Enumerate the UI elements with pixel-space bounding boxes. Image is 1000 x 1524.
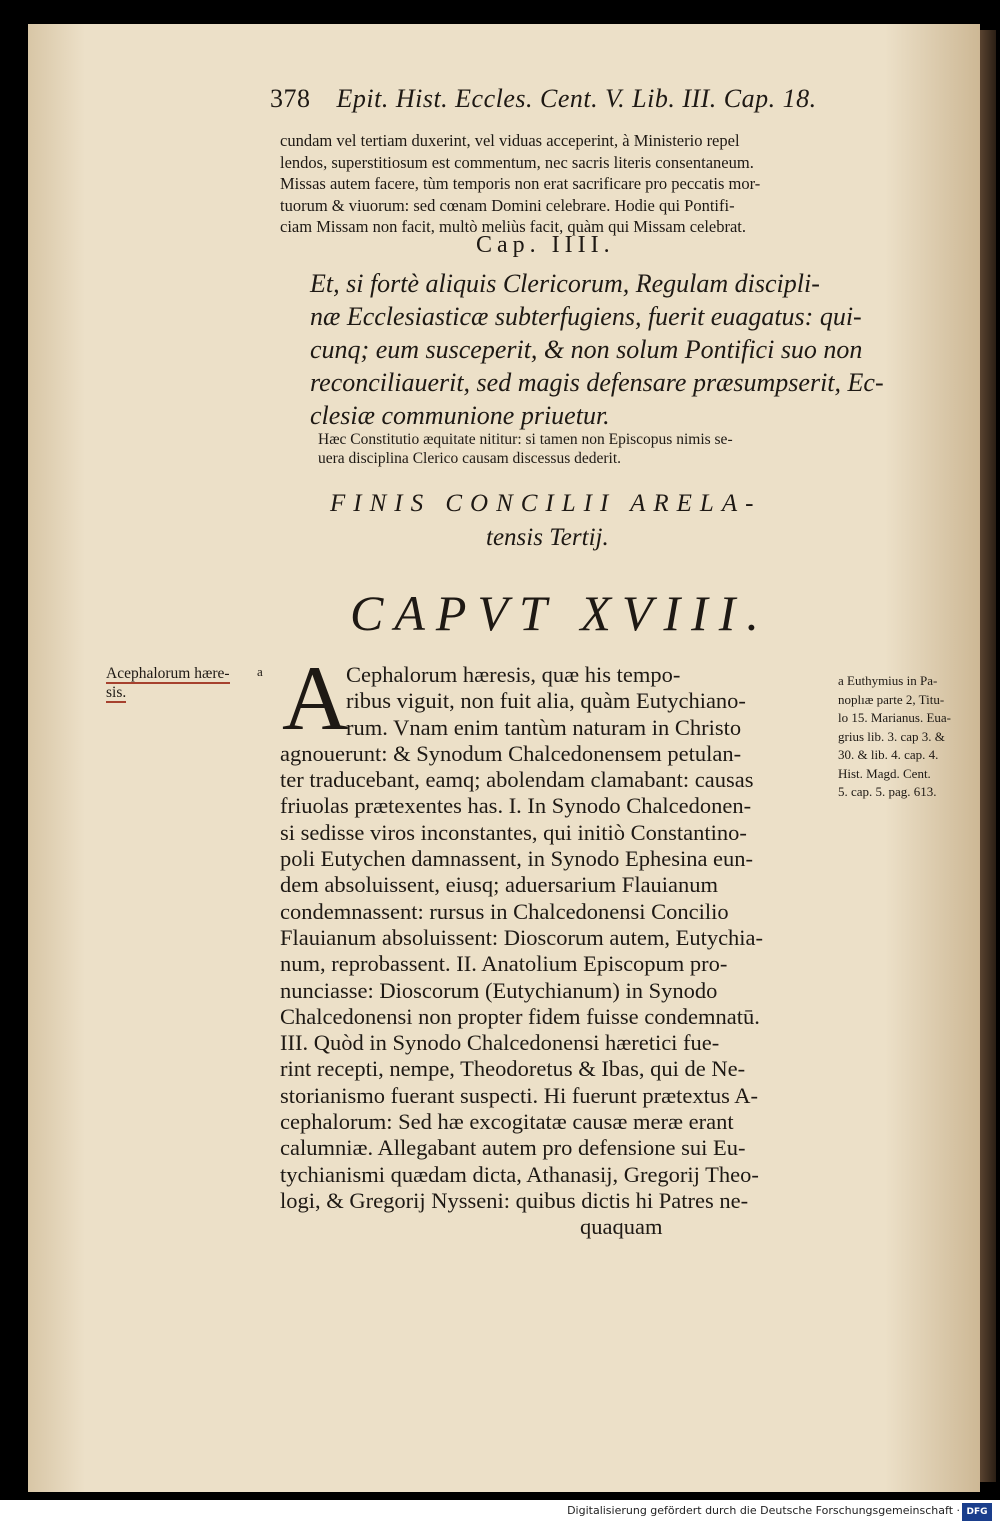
text-line: num, reprobassent. II. Anatolium Episcopum pro- xyxy=(280,951,728,977)
marginal-note-line: 30. & lib. 4. cap. 4. xyxy=(838,747,939,762)
catchword: quaquam xyxy=(580,1214,663,1240)
paragraph-commentary-1 xyxy=(280,130,840,238)
text-line: rum. Vnam enim tantùm naturam in Christo xyxy=(346,714,742,740)
text-line: logi, & Gregorij Nysseni: quibus dictis hi Patres ne- xyxy=(280,1187,749,1213)
marginal-note-line: noplıæ parte 2, Titu- xyxy=(838,691,945,707)
text-line: cundam vel tertiam duxerint, vel viduas acceperint, à Ministerio repel xyxy=(280,131,740,150)
canon-text xyxy=(310,267,884,432)
marginal-note-line: lo 15. Marianus. Eua- xyxy=(838,710,952,725)
left-marginal-note xyxy=(106,664,230,702)
text-line: reconciliauerit, sed magis defensare præsumpserit, Ec- xyxy=(310,368,884,397)
text-line: ribus viguit, non fuit alia, quàm Eutychiano- xyxy=(346,688,746,714)
right-marginal-note xyxy=(838,672,951,802)
marginal-note-line: Acephalorum hære- xyxy=(106,665,230,682)
text-line: tychianismi quædam dicta, Athanasij, Gregorij Theo- xyxy=(280,1161,759,1187)
text-line: Hæc Constitutio æquitate nititur: si tamen non Episcopus nimis se- xyxy=(318,431,733,448)
text-line: friuolas prætexentes has. I. In Synodo Chalcedonen- xyxy=(280,793,752,819)
running-title: Epit. Hist. Eccles. Cent. V. Lib. III. Cap. 18. xyxy=(336,84,817,113)
chapter-heading: CAPVT XVIII. xyxy=(350,585,770,641)
marginal-note-line: sis. xyxy=(106,684,127,701)
text-line: Cephalorum hæresis, quæ his tempo- xyxy=(346,662,681,687)
finis-line-2: tensis Tertij. xyxy=(486,524,609,551)
text-line: ciam Missam non facit, multò meliùs facit, quàm qui Missam celebrat. xyxy=(280,217,747,236)
text-line: agnouerunt: & Synodum Chalcedonensem petulan- xyxy=(280,740,742,766)
finis-line-1: FINIS CONCILII ARELA- xyxy=(330,490,762,517)
book-page xyxy=(28,24,980,1492)
cap-heading: Cap. IIII. xyxy=(476,232,615,258)
page-number: 378 xyxy=(270,84,311,113)
text-line: Chalcedonensi non propter fidem fuisse condemnatū. xyxy=(280,1003,760,1029)
text-line: næ Ecclesiasticæ subterfugiens, fuerit euagatus: qui- xyxy=(310,302,862,331)
text-line: storianismo fuerant suspecti. Hi fuerunt prætextus A- xyxy=(280,1082,759,1108)
text-line: calumniæ. Allegabant autem pro defensione sui Eu- xyxy=(280,1135,746,1161)
text-line: cephalorum: Sed hæ excogitatæ causæ meræ erant xyxy=(280,1109,734,1135)
text-line: cunq; eum susceperit, & non solum Pontifici suo non xyxy=(310,335,863,364)
marginal-note-line: a Euthymius in Pa- xyxy=(838,673,938,688)
marginal-note-line: 5. cap. 5. pag. 613. xyxy=(838,784,937,799)
marginal-note-line: grius lib. 3. cap 3. & xyxy=(838,728,945,744)
text-line: poli Eutychen damnassent, in Synodo Ephesina eun- xyxy=(280,846,754,872)
paragraph-commentary-2 xyxy=(318,430,733,468)
running-header xyxy=(270,84,817,114)
text-line: condemnassent: rursus in Chalcedonensi Concilio xyxy=(280,898,729,924)
footer-bar xyxy=(0,1500,1000,1524)
text-line: dem absoluissent, eiusq; aduersarium Flauianum xyxy=(280,872,719,898)
text-line: uera disciplina Clerico causam discessus dederit. xyxy=(318,450,622,467)
text-line: Et, si fortè aliquis Clericorum, Regulam discipli- xyxy=(310,269,820,298)
text-line: si sedisse viros inconstantes, qui initiò Constantino- xyxy=(280,819,747,845)
text-line: Flauianum absoluissent: Dioscorum autem, Eutychia- xyxy=(280,924,764,950)
text-line: clesiæ communione priuetur. xyxy=(310,401,610,430)
text-line: lendos, superstitiosum est commentum, nec sacris literis consentaneum. xyxy=(280,152,754,172)
text-line: tuorum & viuorum: sed cœnam Domini celebrare. Hodie qui Pontifi- xyxy=(280,195,735,215)
dfg-logo: DFG xyxy=(962,1503,992,1521)
marginal-note-line: Hist. Magd. Cent. xyxy=(838,765,931,781)
text-line: Missas autem facere, tùm temporis non erat sacrificare pro peccatis mor- xyxy=(280,174,761,193)
text-line: ter traducebant, eamq; abolendam clamabant: causas xyxy=(280,767,754,793)
footnote-marker: a xyxy=(257,664,263,679)
drop-cap: A xyxy=(282,647,349,749)
footer-credit: Digitalisierung gefördert durch die Deutsche Forschungsgemeinschaft · xyxy=(567,1504,960,1517)
text-line: III. Quòd in Synodo Chalcedonensi hæretici fue- xyxy=(280,1030,720,1056)
text-line: nunciasse: Dioscorum (Eutychianum) in Synodo xyxy=(280,977,718,1003)
chapter-body xyxy=(280,662,763,1241)
text-line: rint recepti, nempe, Theodoretus & Ibas, qui de Ne- xyxy=(280,1056,746,1082)
